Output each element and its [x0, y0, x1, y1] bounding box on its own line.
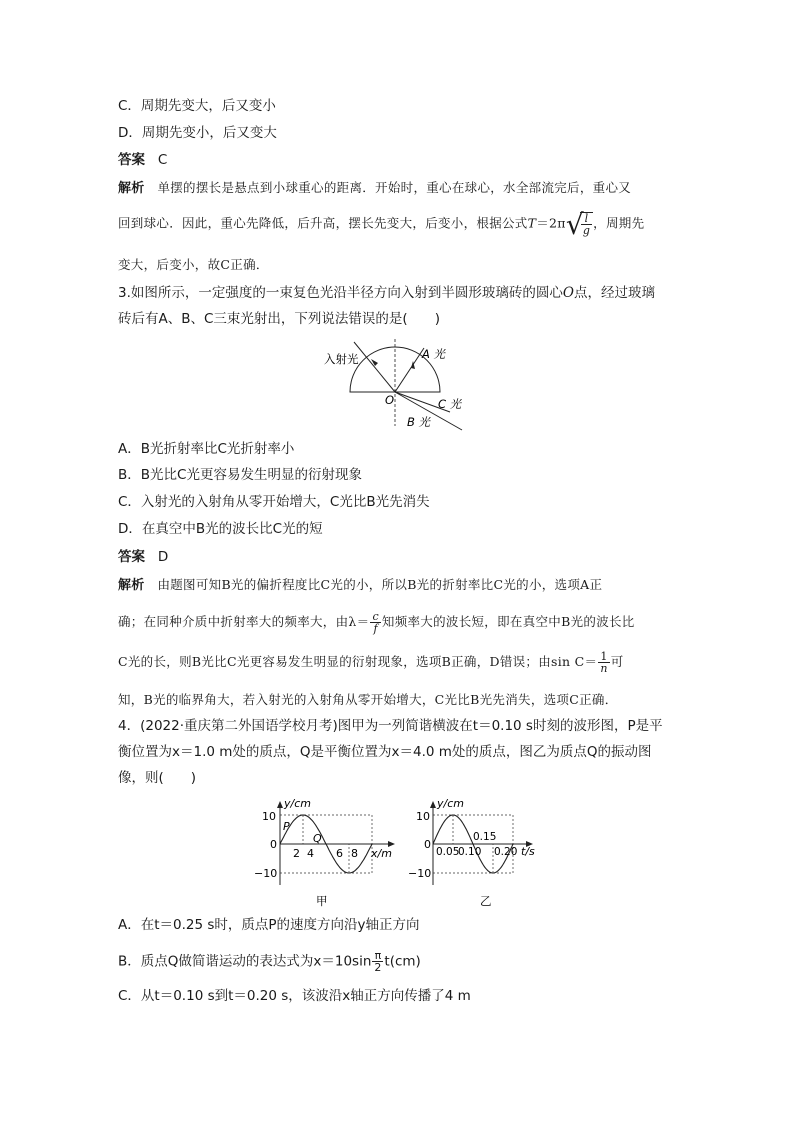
incident-arrow — [371, 359, 378, 366]
answer-label: 答案 — [118, 549, 145, 565]
q2-option-c: C．周期先变大，后又变小 — [118, 98, 276, 114]
q3-option-c: C．入射光的入射角从零开始增大，C光比B光先消失 — [118, 494, 430, 510]
stem-text: 3.如图所示，一定强度的一束复色光沿半径方向入射到半圆形玻璃砖的圆心 — [118, 285, 563, 301]
q3-stem-line2: 砖后有A、B、C三束光射出，下列说法错误的是( ) — [118, 311, 440, 327]
q4-stem-line1: 4．(2022·重庆第二外国语学校月考)图甲为一列简谐横波在t＝0.10 s时刻的波形图，P是平 — [118, 718, 663, 734]
answer-label: 答案 — [118, 152, 145, 168]
caption-jia: 甲 — [316, 894, 328, 908]
q3-option-d: D．在真空中B光的波长比C光的短 — [118, 521, 323, 537]
explanation-label: 解析 — [118, 578, 145, 593]
ylabel-jia: y/cm — [284, 797, 311, 810]
label-o: O — [385, 393, 395, 407]
sqrt-formula: √ $\frac{l}{g}$ — [566, 212, 593, 236]
ytick-0-jia: 0 — [270, 838, 277, 851]
ytick-0-yi: 0 — [424, 838, 431, 851]
explanation-text: 可 — [610, 654, 624, 669]
q3-explanation-line3 — [118, 651, 624, 674]
fraction-numerator: 1 — [598, 651, 609, 663]
xtick-8-jia: 8 — [351, 847, 358, 860]
ytick-neg10-yi: −10 — [408, 867, 432, 880]
fraction-numerator: π — [372, 950, 383, 962]
q2-explanation-line1 — [118, 178, 631, 199]
vibration-graph-yi — [400, 795, 550, 910]
q4-option-c: C．从t＝0.10 s到t＝0.20 s，该波沿x轴正方向传播了4 m — [118, 988, 471, 1004]
formula-eq: ＝2π — [536, 215, 566, 231]
q3-explanation-line4: 知，B光的临界角大，若入射光的入射角从零开始增大，C光比B光先消失，选项C正确． — [118, 692, 618, 707]
explanation-label: 解析 — [118, 181, 145, 196]
explanation-text: C光的长，则B光比C光更容易发生明显的衍射现象，选项B正确，D错误；由sin C＝ — [118, 654, 598, 669]
q3-refraction-figure — [310, 334, 470, 439]
q3-explanation-line1 — [118, 575, 602, 596]
xtick-015-yi: 0.15 — [473, 831, 497, 843]
explanation-text: 由题图可知B光的偏折程度比C光的小，所以B光的折射率比C光的小，选项A正 — [157, 577, 603, 592]
axes-jia — [277, 801, 395, 885]
point-q-label: Q — [313, 832, 322, 845]
explanation-text: 确；在同种介质中折射率大的频率大，由λ＝ — [118, 614, 370, 629]
xtick-020-yi: 0.20 — [494, 846, 518, 858]
formula-T: T — [527, 215, 537, 231]
explanation-text: 知频率大的波长短，即在真空中B光的波长比 — [381, 614, 635, 629]
fraction-denominator: 2 — [374, 961, 382, 974]
answer-value: D — [157, 549, 169, 565]
xtick-005-yi: 0.05 — [436, 846, 460, 858]
xtick-4-jia: 4 — [307, 847, 314, 860]
q4-stem-line3: 像，则( ) — [118, 770, 197, 786]
option-text: t(cm) — [384, 953, 421, 970]
stem-text: 点，经过玻璃 — [573, 285, 655, 301]
xlabel-jia: x/m — [371, 847, 392, 860]
ytick-neg10-jia: −10 — [254, 867, 278, 880]
explanation-text: 回到球心．因此，重心先降低，后升高，摆长先变大，后变小，根据公式 — [118, 215, 528, 231]
q4-option-a: A．在t＝0.25 s时，质点P的速度方向沿y轴正方向 — [118, 917, 420, 933]
q4-option-b — [118, 950, 421, 973]
fraction-denominator: n — [600, 662, 608, 675]
ytick-10-yi: 10 — [416, 810, 430, 823]
q3-stem-line1 — [118, 283, 655, 303]
caption-yi: 乙 — [480, 894, 492, 908]
ytick-10-jia: 10 — [262, 810, 276, 823]
q4-stem-line2: 衡位置为x＝1.0 m处的质点，Q是平衡位置为x＝4.0 m处的质点，图乙为质点Q的振动图 — [118, 744, 652, 760]
xtick-6-jia: 6 — [336, 847, 343, 860]
formula-numerator: l — [584, 212, 589, 225]
q3-option-b: B．B光比C光更容易发生明显的衍射现象 — [118, 467, 362, 483]
label-c: C 光 — [438, 397, 462, 411]
point-p-label: P — [283, 820, 290, 833]
q3-answer — [118, 547, 168, 567]
ray-a — [395, 348, 424, 392]
explanation-text: ，周期先 — [593, 215, 645, 231]
q2-explanation-line3: 变大，后变小，故C正确． — [118, 257, 269, 272]
xtick-2-jia: 2 — [293, 847, 300, 860]
fraction-numerator: c — [372, 610, 379, 623]
xlabel-yi: t/s — [521, 845, 535, 858]
q2-option-d: D．周期先变小，后又变大 — [118, 125, 277, 141]
label-b: B 光 — [407, 415, 431, 429]
formula-denominator: g — [582, 224, 591, 237]
xtick-010-yi: 0.10 — [458, 846, 482, 858]
explanation-text: 单摆的摆长是悬点到小球重心的距离．开始时，重心在球心，水全部流完后，重心又 — [157, 180, 632, 195]
axes-yi — [430, 801, 533, 885]
ylabel-yi: y/cm — [437, 797, 464, 810]
wave-graph-jia — [250, 795, 400, 910]
option-text: B．质点Q做简谐运动的表达式为x＝10sin — [118, 953, 372, 970]
q3-explanation-line2 — [118, 611, 635, 634]
label-incident: 入射光 — [324, 352, 359, 366]
answer-value: C — [157, 152, 168, 168]
q2-explanation-line2 — [118, 208, 645, 241]
fraction-denominator: f — [373, 622, 378, 635]
q3-option-a: A．B光折射率比C光折射率小 — [118, 441, 295, 457]
q2-answer — [118, 150, 167, 170]
incident-ray — [354, 342, 395, 392]
label-a: A 光 — [422, 347, 446, 361]
point-o: O — [562, 285, 574, 301]
